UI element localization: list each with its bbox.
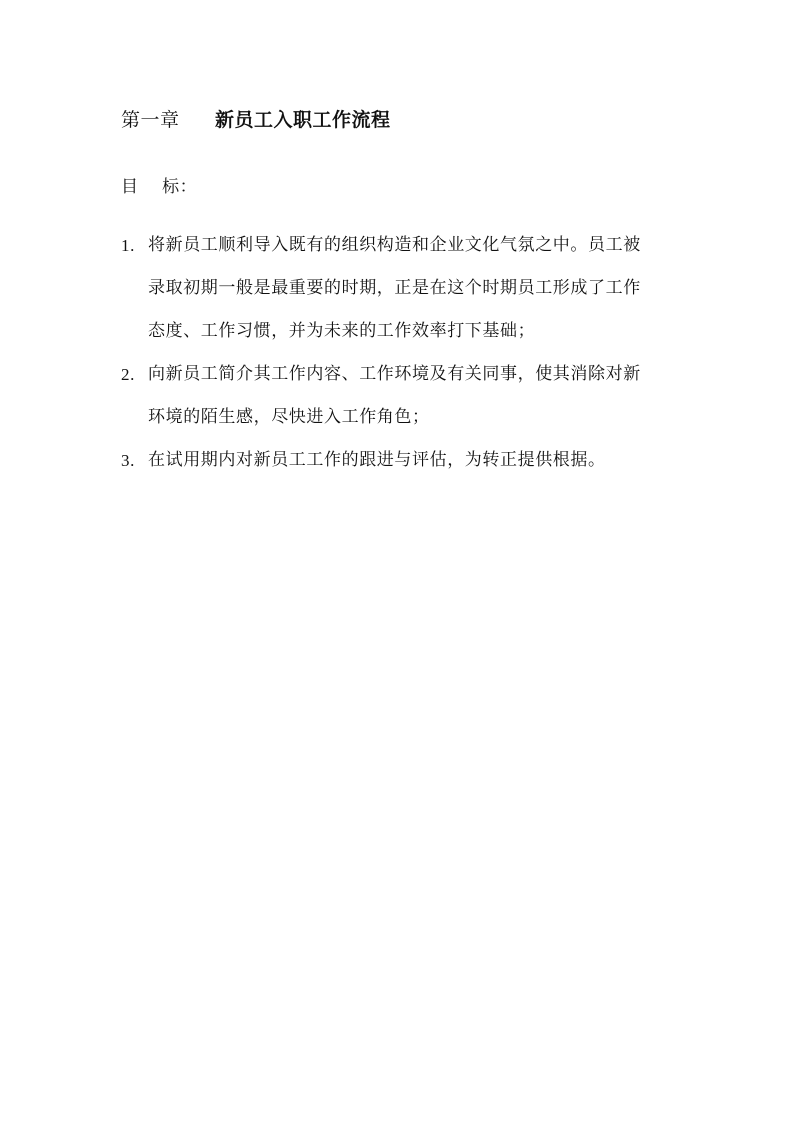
goals-list [121, 224, 691, 482]
chapter-heading [121, 102, 391, 138]
goal-item-1 [121, 224, 691, 353]
goal-number-2: 2. [121, 365, 135, 384]
chapter-title: 新员工入职工作流程 [215, 109, 391, 131]
goal-number-1: 1. [121, 236, 135, 255]
chapter-number: 第一章 [121, 109, 180, 131]
goal-1-line-2: 录取初期一般是最重要的时期，正是在这个时期员工形成了工作 [148, 278, 641, 298]
goal-item-2 [121, 353, 691, 439]
goal-3-line-1: 在试用期内对新员工工作的跟进与评估，为转正提供根据。 [148, 450, 606, 470]
goal-number-3: 3. [121, 451, 135, 470]
goal-2-line-2: 环境的陌生感，尽快进入工作角色； [148, 407, 430, 427]
goals-label: 目 标： [121, 177, 198, 197]
goal-item-3 [121, 439, 691, 482]
goal-2-line-1: 向新员工简介其工作内容、工作环境及有关同事，使其消除对新 [148, 364, 641, 384]
goal-1-line-3: 态度、工作习惯，并为未来的工作效率打下基础； [148, 321, 536, 341]
goal-1-line-1: 将新员工顺利导入既有的组织构造和企业文化气氛之中。员工被 [148, 235, 641, 255]
